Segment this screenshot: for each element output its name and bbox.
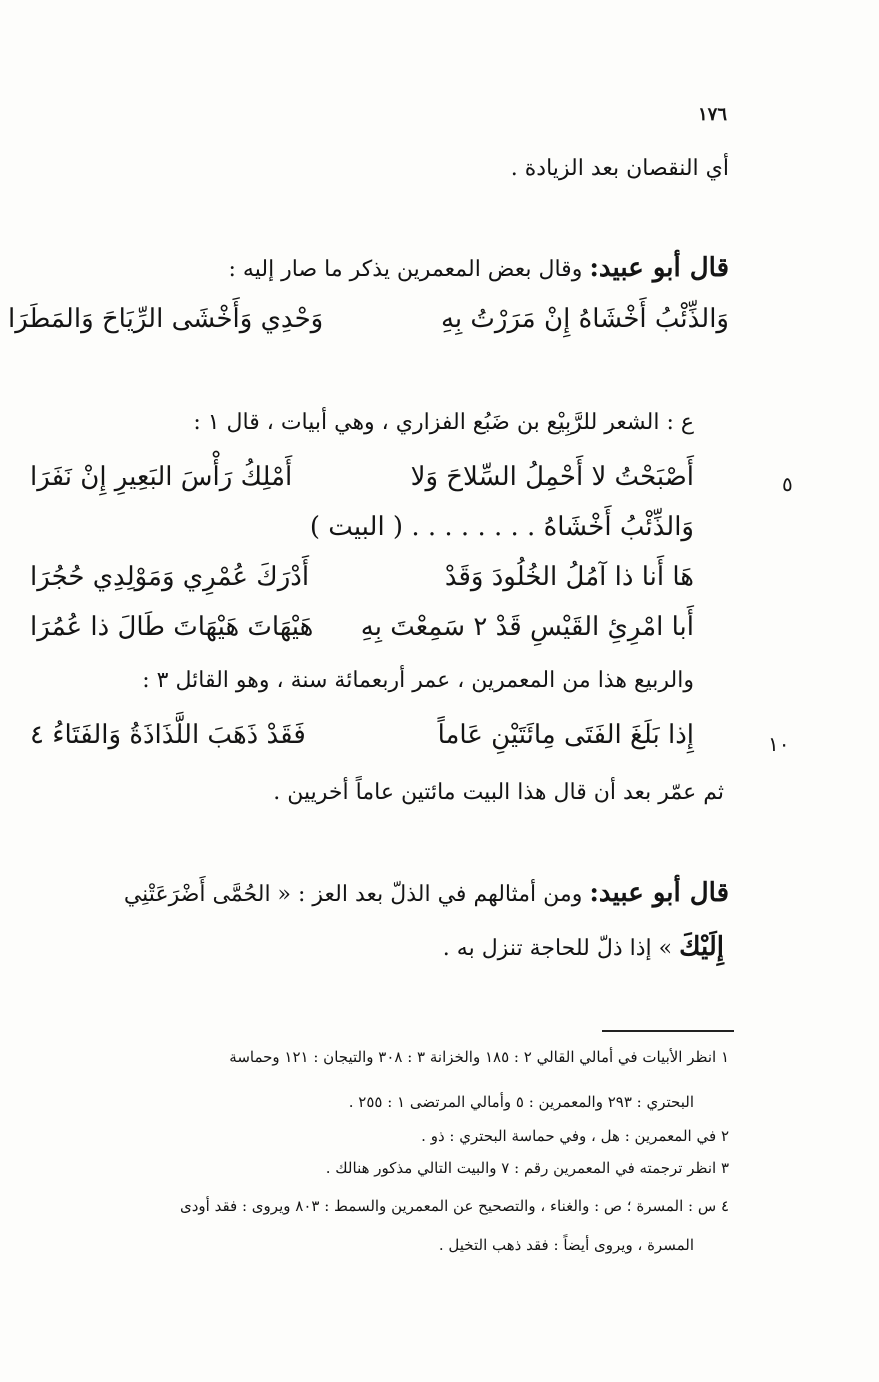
- prose-line-1: أي النقصان بعد الزيادة .: [510, 156, 729, 181]
- section-1-text: وقال بعض المعمرين يذكر ما صار إليه :: [228, 257, 590, 282]
- section-2-line-2: [443, 932, 724, 962]
- poem-line-4: [30, 612, 694, 652]
- verse-2-right-hemistich: إِذا بَلَغَ الفَتَى مِائَتَيْنِ عَاماً: [437, 720, 694, 750]
- proverb-end: إِلَيْكَ: [679, 932, 724, 962]
- section-1-line: [229, 253, 729, 283]
- footnote-1: ١ انظر الأبيات في أمالي القالي ٢ : ١٨٥ والخزانة ٣ : ٣٠٨ والتيجان : ١٢١ وحماسة: [229, 1048, 729, 1066]
- poem-line-3-right: هَا أَنا ذا آمُلُ الخُلُودَ وَقَدْ: [444, 562, 694, 592]
- prose-line-2: والربيع هذا من المعمرين ، عمر أربعمائة سنة ، وهو القائل ٣ :: [142, 668, 694, 693]
- poem-line-3: [30, 562, 694, 602]
- footnote-3: ٣ انظر ترجمته في المعمرين رقم : ٧ والبيت التالي مذكور هنالك .: [325, 1159, 729, 1177]
- verse-1-right-hemistich: وَالذِّئْبُ أَخْشَاهُ إِنْ مَرَرْتُ بِهِ: [440, 304, 729, 334]
- poem-line-3-left: أَدْرَكَ عُمْرِي وَمَوْلِدِي حُجُرَا: [30, 562, 310, 592]
- poem-line-2-right: وَالذِّئْبُ أَخْشَاهُ . . . . . . . . ( البيت ): [309, 512, 694, 542]
- verse-2-left-hemistich: فَقَدْ ذَهَبَ اللَّذَاذَةُ وَالفَتَاءُ ٤: [30, 720, 306, 750]
- footnote-4-cont: المسرة ، ويروى أيضاً : فقد ذهب التخيل .: [438, 1236, 694, 1254]
- verse-1-left-hemistich: وَحْدِي وَأَخْشَى الرِّيَاحَ وَالمَطَرَا: [8, 304, 324, 334]
- line-marker-5: ٥: [782, 472, 793, 496]
- footnote-1-cont: البحتري : ٢٩٣ والمعمرين : ٥ وأمالي المرتضى ١ : ٢٥٥ .: [348, 1093, 694, 1111]
- verse-2: [30, 720, 694, 760]
- footnote-divider: [602, 1030, 734, 1032]
- verse-1: [8, 304, 729, 344]
- section-2-line-1: [124, 878, 729, 908]
- prose-line-3: ثم عمّر بعد أن قال هذا البيت مائتين عاماً أخريين .: [273, 780, 724, 805]
- poem-line-4-left: هَيْهَاتَ هَيْهَاتَ طَالَ ذا عُمُرَا: [30, 612, 314, 642]
- page-number: ١٧٦: [697, 104, 727, 125]
- poem-line-4-right: أَبا امْرِئِ القَيْسِ قَدْ ٢ سَمِعْتَ بِهِ: [360, 612, 694, 642]
- speaker-label-2: قال أبو عبيد:: [589, 878, 729, 908]
- speaker-label: قال أبو عبيد:: [589, 253, 729, 283]
- poem-line-1-right: أَصْبَحْتُ لا أَحْمِلُ السِّلاحَ وَلا: [410, 462, 694, 492]
- section-2-text-1: ومن أمثالهم في الذلّ بعد العز : « الحُمَّى أَضْرَعَتْنِي: [123, 882, 590, 907]
- footnote-2: ٢ في المعمرين : هل ، وفي حماسة البحتري : ذو .: [421, 1127, 729, 1145]
- section-2-text-2: » إذا ذلّ للحاجة تنزل به .: [442, 936, 680, 961]
- footnote-4: ٤ س : المسرة ؛ ص : والغناء ، والتصحيح عن المعمرين والسمط : ٨٠٣ ويروى : فقد أودى: [179, 1197, 729, 1215]
- note-line: ع : الشعر للرَّبِيْع بن ضَبُع الفزاري ، وهي أبيات ، قال ١ :: [193, 410, 694, 435]
- line-marker-10: ١٠: [768, 732, 790, 756]
- poem-line-1: [30, 462, 694, 502]
- poem-line-2: [30, 512, 694, 552]
- poem-line-1-left: أَمْلِكُ رَأْسَ البَعِيرِ إِنْ نَفَرَا: [30, 462, 293, 492]
